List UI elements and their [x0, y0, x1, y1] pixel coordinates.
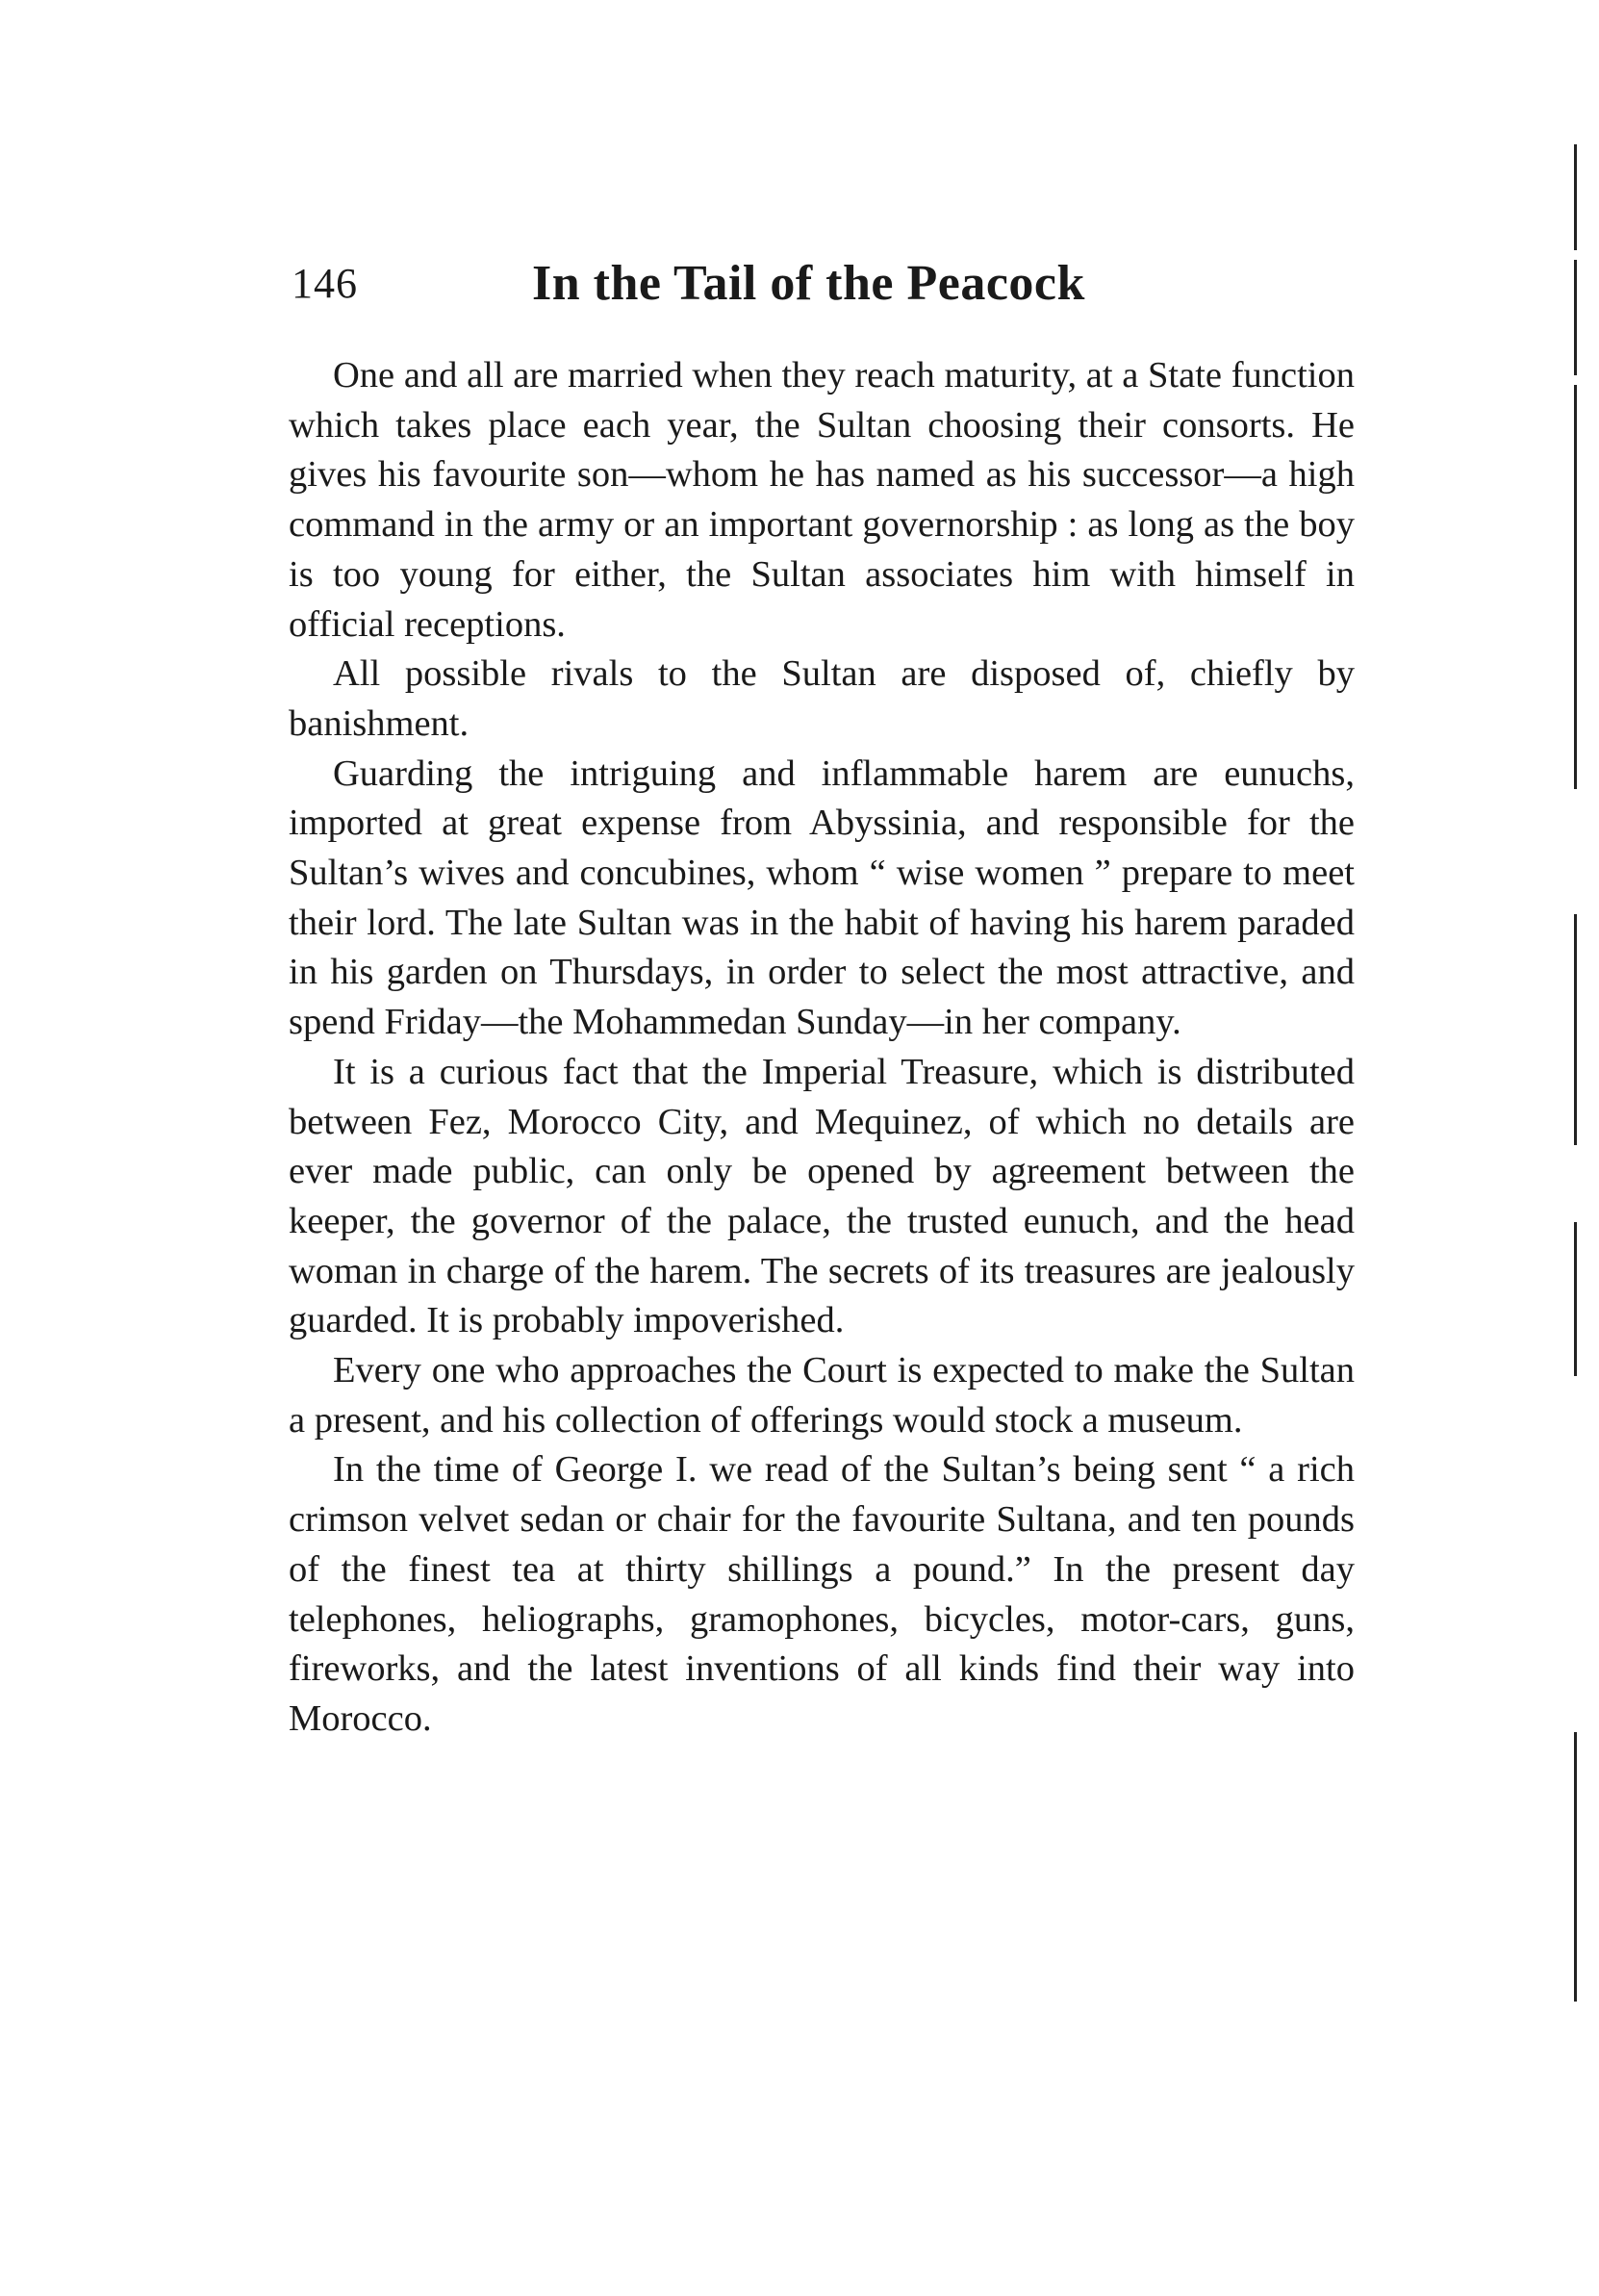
paragraph-harem: Guarding the intriguing and inflammable harem are eunuchs, imported at great expense from Abyssinia, and responsible for the Sultan’s wives and concubines, whom “ wise women ” prepare to meet their lord. The late Sultan was in the habit of having his harem paraded in his garden on Thursdays, in order to select the most attractive, and spend Friday—the Mohammedan Sunday—in her company. [289, 753, 1355, 1043]
running-title: In the Tail of the Peacock [532, 256, 1085, 311]
paragraph-gifts: In the time of George I. we read of the Sultan’s being sent “ a rich crimson velvet sedan or chair for the favourite Sultana, and ten pounds of the finest tea at thirty shillings a pound.” In the present day telephones, heliographs, gramophones, bicycles, motor-cars, guns, fireworks, and the latest inventions of all kinds find their way into Morocco. [289, 1449, 1355, 1739]
paragraph-offerings: Every one who approaches the Court is expected to make the Sultan a present, and his collection of offerings would stock a museum. [289, 1350, 1355, 1441]
scan-edge-mark [1574, 385, 1577, 789]
paragraph-rivals: All possible rivals to the Sultan are disposed of, chiefly by banishment. [289, 653, 1355, 744]
scan-edge-mark [1574, 1222, 1577, 1376]
page-header [292, 245, 1359, 322]
scan-edge-mark [1574, 144, 1577, 250]
scan-edge-mark [1574, 914, 1577, 1145]
scan-edge-mark [1574, 1732, 1577, 2002]
scan-edge-mark [1574, 260, 1577, 375]
page-number: 146 [292, 260, 358, 307]
body-text [289, 351, 1355, 1745]
paragraph-marriage: One and all are married when they reach maturity, at a State function which takes place each year, the Sultan choosing their consorts. He gives his favourite son—whom he has named as his successor—a high command in the army or an important governorship : as long as the boy is too young for either, the Sultan associates him with himself in official receptions. [289, 355, 1355, 645]
paragraph-treasure: It is a curious fact that the Imperial Treasure, which is distributed between Fez, Morocco City, and Mequinez, of which no details are ever made public, can only be opened by agreement between the keeper, the governor of the palace, the trusted eunuch, and the head woman in charge of the harem. The secrets of its treasures are jealously guarded. It is probably impoverished. [289, 1051, 1355, 1341]
